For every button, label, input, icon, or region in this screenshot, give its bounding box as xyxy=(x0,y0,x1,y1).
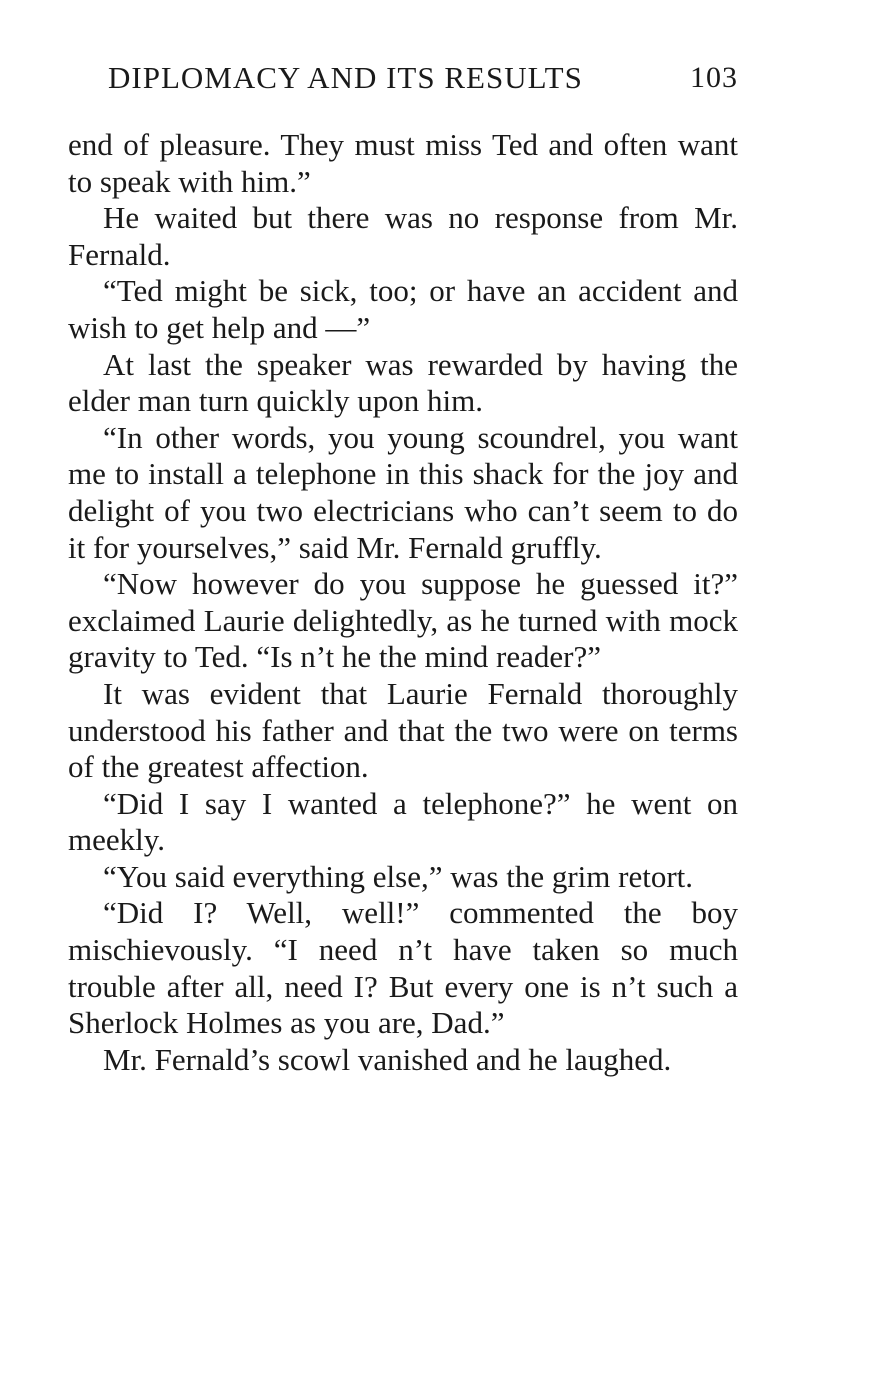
paragraph: It was evident that Laurie Fernald thoroughly understood his father and that the two were on terms of the greatest affection. xyxy=(68,675,738,785)
paragraph: “Ted might be sick, too; or have an accident and wish to get help and —” xyxy=(68,273,738,345)
paragraph: “You said everything else,” was the grim retort. xyxy=(103,858,694,894)
paragraph: “Did I? Well, well!” commented the boy mischievously. “I need n’t have taken so much trouble after all, need I? But every one is n’t such a Sherlock Holmes as you are, Dad.” xyxy=(68,895,738,1041)
paragraph: “Did I say I wanted a telephone?” he went on meekly. xyxy=(68,785,738,858)
paragraph: He waited but there was no response from Mr. Fernald. xyxy=(68,200,738,272)
paragraph: end of pleasure. They must miss Ted and often want to speak with him.” xyxy=(68,127,738,199)
paragraph: Mr. Fernald’s scowl vanished and he laughed. xyxy=(103,1041,672,1077)
running-title: DIPLOMACY AND ITS RESULTS xyxy=(108,60,583,95)
paragraph: “In other words, you young scoundrel, you want me to install a telephone in this shack for the joy and delight of you two electricians who can’t seem to do it for yourselves,” said Mr. Fernald gruffly. xyxy=(68,419,738,565)
page-number: 103 xyxy=(690,61,738,94)
body-text xyxy=(68,127,738,1078)
paragraph: “Now however do you suppose he guessed it?” exclaimed Laurie delightedly, as he turned with mock gravity to Ted. “Is n’t he the mind reader?” xyxy=(68,566,738,675)
running-head xyxy=(108,58,738,98)
paragraph: At last the speaker was rewarded by having the elder man turn quickly upon him. xyxy=(68,346,738,419)
